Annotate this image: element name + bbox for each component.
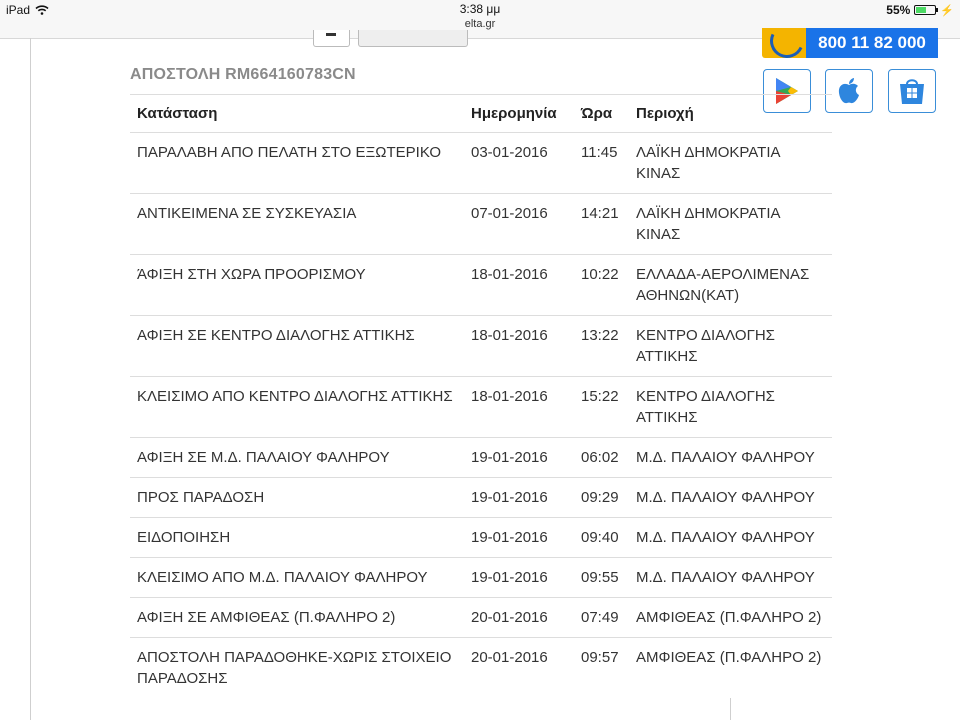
row-status: ΠΑΡΑΛΑΒΗ ΑΠΟ ΠΕΛΑΤΗ ΣΤΟ ΕΞΩΤΕΡΙΚΟ	[130, 133, 464, 194]
header-date: Ημερομηνία	[464, 95, 574, 133]
menu-button[interactable]	[313, 30, 350, 47]
row-time: 09:29	[574, 478, 629, 518]
row-time: 13:22	[574, 316, 629, 377]
row-status: ΑΦΙΞΗ ΣΕ ΑΜΦΙΘΕΑΣ (Π.ΦΑΛΗΡΟ 2)	[130, 598, 464, 638]
battery-icon	[914, 5, 936, 15]
search-button[interactable]	[358, 30, 468, 47]
row-time: 11:45	[574, 133, 629, 194]
clock: 3:38 μμ	[459, 2, 501, 16]
tracking-table	[130, 94, 832, 698]
table-header-row	[130, 95, 832, 133]
header-time: Ώρα	[574, 95, 629, 133]
row-area: ΚΕΝΤΡΟ ΔΙΑΛΟΓΗΣ ΑΤΤΙΚΗΣ	[629, 316, 832, 377]
row-status: ΚΛΕΙΣΙΜΟ ΑΠΟ ΚΕΝΤΡΟ ΔΙΑΛΟΓΗΣ ΑΤΤΙΚΗΣ	[130, 377, 464, 438]
row-status: ΠΡΟΣ ΠΑΡΑΔΟΣΗ	[130, 478, 464, 518]
row-area: Μ.Δ. ΠΑΛΑΙΟΥ ΦΑΛΗΡΟΥ	[629, 438, 832, 478]
row-status: ΑΝΤΙΚΕΙΜΕΝΑ ΣΕ ΣΥΣΚΕΥΑΣΙΑ	[130, 194, 464, 255]
table-row	[130, 255, 832, 316]
windows-store-icon[interactable]	[888, 69, 936, 113]
row-time: 15:22	[574, 377, 629, 438]
row-area: Μ.Δ. ΠΑΛΑΙΟΥ ΦΑΛΗΡΟΥ	[629, 518, 832, 558]
phone-banner[interactable]	[762, 28, 938, 58]
table-row	[130, 377, 832, 438]
row-date: 07-01-2016	[464, 194, 574, 255]
row-area: ΕΛΛΑΔΑ-ΑΕΡΟΛΙΜΕΝΑΣ ΑΘΗΝΩΝ(ΚΑΤ)	[629, 255, 832, 316]
address-url[interactable]: elta.gr	[464, 18, 496, 30]
charging-icon: ⚡	[940, 4, 954, 17]
page-divider	[730, 698, 731, 720]
status-bar-right	[886, 3, 954, 17]
row-date: 18-01-2016	[464, 377, 574, 438]
row-time: 07:49	[574, 598, 629, 638]
row-area: ΛΑΪΚΗ ΔΗΜΟΚΡΑΤΙΑ ΚΙΝΑΣ	[629, 194, 832, 255]
table-row	[130, 598, 832, 638]
row-area: ΑΜΦΙΘΕΑΣ (Π.ΦΑΛΗΡΟ 2)	[629, 598, 832, 638]
row-status: ΑΠΟΣΤΟΛΗ ΠΑΡΑΔΟΘΗΚΕ-ΧΩΡΙΣ ΣΤΟΙΧΕΙΟ ΠΑΡΑΔΟΣΗΣ	[137, 649, 452, 687]
row-time: 10:22	[574, 255, 629, 316]
row-time: 09:55	[574, 558, 629, 598]
row-area: Μ.Δ. ΠΑΛΑΙΟΥ ΦΑΛΗΡΟΥ	[629, 558, 832, 598]
row-date: 03-01-2016	[464, 133, 574, 194]
phone-number: 800 11 82 000	[806, 28, 938, 58]
row-date: 19-01-2016	[464, 558, 574, 598]
row-status: ΚΛΕΙΣΙΜΟ ΑΠΟ Μ.Δ. ΠΑΛΑΙΟΥ ΦΑΛΗΡΟΥ	[130, 558, 464, 598]
row-date: 19-01-2016	[464, 438, 574, 478]
row-date: 19-01-2016	[464, 478, 574, 518]
shipment-title: ΑΠΟΣΤΟΛΗ RM664160783CN	[130, 66, 356, 83]
table-row	[130, 194, 832, 255]
row-area: ΚΕΝΤΡΟ ΔΙΑΛΟΓΗΣ ΑΤΤΙΚΗΣ	[629, 377, 832, 438]
row-status: ΕΙΔΟΠΟΙΗΣΗ	[130, 518, 464, 558]
row-area: ΛΑΪΚΗ ΔΗΜΟΚΡΑΤΙΑ ΚΙΝΑΣ	[629, 133, 832, 194]
row-time: 09:40	[574, 518, 629, 558]
row-date: 20-01-2016	[464, 598, 574, 638]
row-date: 18-01-2016	[464, 316, 574, 377]
table-row	[130, 316, 832, 377]
table-row	[130, 438, 832, 478]
table-row	[130, 558, 832, 598]
table-row	[130, 478, 832, 518]
row-time: 14:21	[574, 194, 629, 255]
row-status: ΑΦΙΞΗ ΣΕ Μ.Δ. ΠΑΛΑΙΟΥ ΦΑΛΗΡΟΥ	[130, 438, 464, 478]
page-border	[30, 38, 31, 720]
header-area: Περιοχή	[629, 95, 832, 133]
row-area: ΑΜΦΙΘΕΑΣ (Π.ΦΑΛΗΡΟ 2)	[636, 649, 822, 666]
row-date: 20-01-2016	[471, 649, 548, 666]
table-row	[130, 133, 832, 194]
row-status: ΑΦΙΞΗ ΣΕ ΚΕΝΤΡΟ ΔΙΑΛΟΓΗΣ ΑΤΤΙΚΗΣ	[130, 316, 464, 377]
header-status: Κατάσταση	[130, 95, 464, 133]
row-time: 06:02	[574, 438, 629, 478]
row-status: ΆΦΙΞΗ ΣΤΗ ΧΩΡΑ ΠΡΟΟΡΙΣΜΟΥ	[130, 255, 464, 316]
apple-app-store-icon[interactable]	[825, 69, 873, 113]
row-area: Μ.Δ. ΠΑΛΑΙΟΥ ΦΑΛΗΡΟΥ	[629, 478, 832, 518]
row-date: 19-01-2016	[464, 518, 574, 558]
device-name: iPad	[6, 3, 31, 17]
table-row	[130, 638, 832, 699]
phone-icon	[762, 28, 806, 58]
row-date: 18-01-2016	[464, 255, 574, 316]
row-time: 09:57	[581, 649, 619, 666]
battery-percent: 55%	[886, 3, 911, 17]
table-row	[130, 518, 832, 558]
